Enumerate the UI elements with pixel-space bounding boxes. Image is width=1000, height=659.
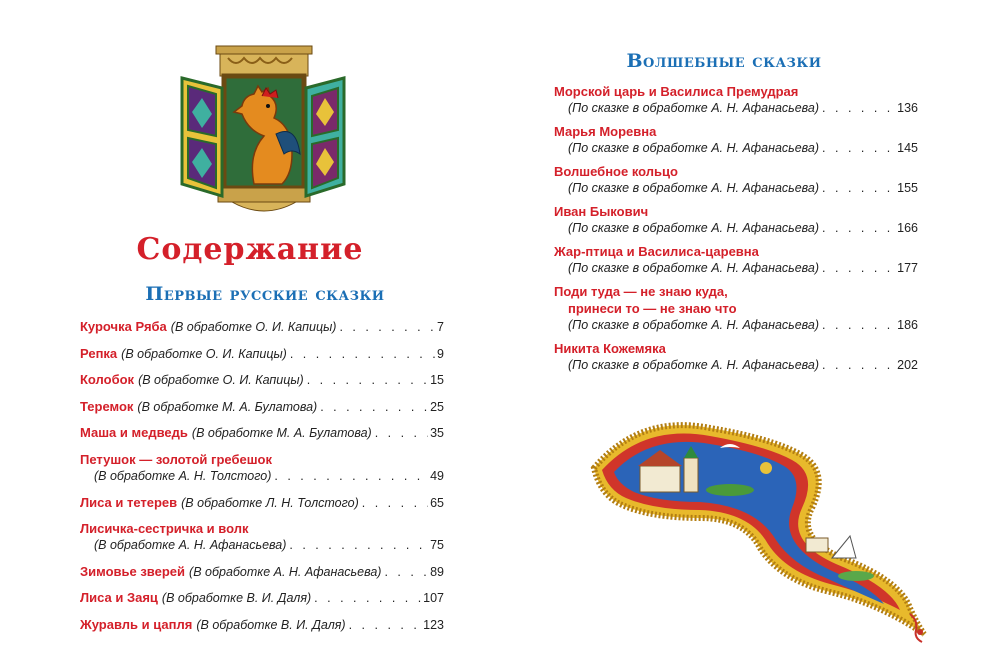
- dot-leader: [362, 495, 428, 512]
- toc-entry[interactable]: [554, 203, 918, 237]
- toc-entry[interactable]: [80, 345, 444, 363]
- toc-entry[interactable]: [554, 283, 918, 334]
- toc-entry-note: (По сказке в обработке А. Н. Афанасьева): [568, 261, 820, 275]
- right-page: [500, 0, 1000, 659]
- toc-entry-page: 7: [437, 320, 444, 334]
- toc-entry-note: (По сказке в обработке А. Н. Афанасьева): [568, 141, 820, 155]
- toc-entry-note: (По сказке в обработке А. Н. Афанасьева): [568, 358, 820, 372]
- dot-leader: [384, 564, 428, 581]
- flying-carpet-icon: [580, 408, 960, 644]
- dot-leader: [290, 346, 435, 363]
- toc-entry-page: 65: [430, 495, 444, 510]
- toc-entry-note: (В обработке А. Н. Афанасьева): [94, 538, 287, 553]
- toc-entry-note: (В обработке А. Н. Афанасьева): [189, 564, 382, 579]
- toc-entry-page: 186: [897, 318, 918, 332]
- toc-entry-title: Зимовье зверей: [80, 563, 186, 579]
- toc-entry-title: Лиса и тетерев: [80, 494, 178, 510]
- toc-entry-title: Морской царь и Василиса Премудрая: [554, 84, 799, 99]
- toc-entry-title: Лиса и Заяц: [80, 590, 158, 606]
- toc-entry-title: Лисичка-сестричка и волк: [80, 521, 249, 537]
- toc-entry-page: 136: [897, 101, 918, 115]
- toc-entry-page: 9: [437, 346, 444, 361]
- toc-entry-title: Жар-птица и Василиса-царевна: [554, 244, 759, 259]
- toc-entry-page: 155: [897, 181, 918, 195]
- toc-entry-title: Никита Кожемяка: [554, 341, 666, 356]
- toc-list-magic-tales: [554, 83, 918, 380]
- toc-entry-note: (По сказке в обработке А. Н. Афанасьева): [568, 221, 820, 235]
- toc-entry-note: (По сказке в обработке А. Н. Афанасьева): [568, 318, 820, 332]
- toc-entry[interactable]: [80, 520, 444, 554]
- toc-entry[interactable]: [80, 563, 444, 581]
- rooster-in-window-icon: [176, 44, 350, 220]
- toc-entry-title: Марья Моревна: [554, 124, 657, 139]
- toc-entry[interactable]: [554, 83, 918, 117]
- toc-entry-page: 107: [423, 591, 444, 606]
- toc-entry-note: (В обработке О. И. Капицы): [121, 346, 287, 361]
- dot-leader: [349, 617, 422, 634]
- toc-entry-note: (В обработке О. И. Капицы): [138, 373, 304, 388]
- toc-entry-title: Репка: [80, 345, 118, 361]
- toc-entry-page: 15: [430, 373, 444, 388]
- toc-entry-note: (В обработке М. А. Булатова): [191, 426, 372, 441]
- dot-leader: [274, 468, 428, 485]
- toc-entry[interactable]: [80, 494, 444, 512]
- toc-entry-note: (В обработке М. А. Булатова): [137, 399, 318, 414]
- dot-leader: [289, 537, 428, 554]
- toc-entry-title: Маша и медведь: [80, 425, 188, 441]
- toc-entry-page: 49: [430, 468, 444, 483]
- toc-entry-page: 75: [430, 538, 444, 553]
- dot-leader: [320, 399, 428, 416]
- toc-entry[interactable]: [80, 398, 444, 416]
- dot-leader: [314, 590, 421, 607]
- toc-entry-note: (По сказке в обработке А. Н. Афанасьева): [568, 181, 820, 195]
- section-title-magic-tales: Волшебные сказки: [626, 50, 822, 72]
- dot-leader: [822, 317, 895, 334]
- toc-entry-title: Колобок: [80, 372, 135, 388]
- toc-entry[interactable]: [80, 318, 444, 336]
- toc-entry[interactable]: [80, 451, 444, 485]
- toc-entry-page: 177: [897, 261, 918, 275]
- toc-entry-page: 25: [430, 399, 444, 414]
- dot-leader: [375, 425, 428, 442]
- toc-entry-title: Теремок: [80, 398, 134, 414]
- toc-entry-title: Журавль и цапля: [80, 616, 193, 632]
- page-title: Содержание: [136, 232, 364, 267]
- toc-entry[interactable]: [554, 123, 918, 157]
- toc-entry-page: 35: [430, 426, 444, 441]
- toc-entry[interactable]: [80, 371, 444, 389]
- toc-entry[interactable]: [80, 616, 444, 634]
- section-title-first-tales: Первые русские сказки: [145, 283, 385, 305]
- dot-leader: [307, 372, 428, 389]
- dot-leader: [339, 319, 435, 336]
- toc-entry-title: Поди туда — не знаю куда,: [554, 284, 728, 299]
- toc-entry[interactable]: [80, 424, 444, 442]
- toc-entry-title: Курочка Ряба: [80, 319, 167, 334]
- toc-entry-note: (В обработке Л. Н. Толстого): [181, 495, 359, 510]
- dot-leader: [822, 140, 895, 157]
- toc-entry-page: 202: [897, 358, 918, 372]
- toc-entry-title-continued: принеси то — не знаю что: [568, 301, 737, 316]
- toc-entry-title: Петушок — золотой гребешок: [80, 451, 272, 467]
- toc-entry-note: (В обработке В. И. Даля): [161, 591, 312, 606]
- dot-leader: [822, 260, 895, 277]
- toc-list-first-tales: [80, 318, 444, 643]
- toc-entry[interactable]: [80, 589, 444, 607]
- toc-entry-page: 145: [897, 141, 918, 155]
- toc-entry[interactable]: [554, 340, 918, 374]
- toc-entry-page: 123: [423, 617, 444, 632]
- toc-entry-note: (В обработке В. И. Даля): [196, 617, 346, 632]
- toc-entry-note: (В обработке А. Н. Толстого): [94, 468, 272, 483]
- dot-leader: [822, 357, 895, 374]
- dot-leader: [822, 100, 895, 117]
- toc-entry-page: 89: [430, 564, 444, 579]
- toc-entry-title: Волшебное кольцо: [554, 164, 678, 179]
- toc-entry[interactable]: [554, 163, 918, 197]
- dot-leader: [822, 220, 895, 237]
- dot-leader: [822, 180, 895, 197]
- toc-entry-note: (По сказке в обработке А. Н. Афанасьева): [568, 101, 820, 115]
- toc-entry-title: Иван Быкович: [554, 204, 649, 219]
- toc-entry-note: (В обработке О. И. Капицы): [170, 320, 337, 334]
- toc-entry[interactable]: [554, 243, 918, 277]
- toc-entry-page: 166: [897, 221, 918, 235]
